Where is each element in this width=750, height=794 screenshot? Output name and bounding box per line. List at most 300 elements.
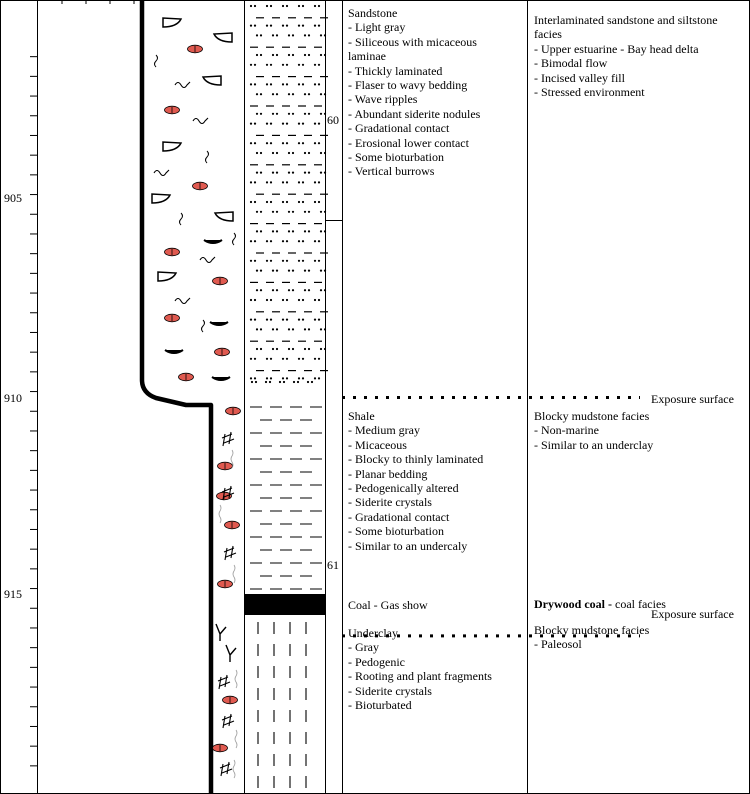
sand-dot xyxy=(250,201,252,203)
sand-dot xyxy=(318,123,320,125)
shale-description xyxy=(348,409,483,553)
sand-dot xyxy=(302,83,304,85)
sand-dot xyxy=(320,152,322,154)
sand-dot xyxy=(286,64,288,66)
sand-dot xyxy=(304,172,306,174)
sand-dot xyxy=(272,289,274,291)
lith-line: - Rooting and plant fragments xyxy=(348,669,492,684)
coal-facies-name: Drywood coal - xyxy=(534,597,612,611)
sand-dot xyxy=(270,299,272,301)
sand-dot xyxy=(254,25,256,27)
sand-dot xyxy=(308,172,310,174)
lith-line: - Pedogenically altered xyxy=(348,481,459,496)
sand-dot xyxy=(308,270,310,272)
sand-dot xyxy=(254,260,256,262)
sand-dot xyxy=(272,211,274,213)
sand-dot xyxy=(250,142,252,144)
sand-dot xyxy=(288,93,290,95)
sand-dot xyxy=(254,240,256,242)
lith-line: - Wave ripples xyxy=(348,92,418,107)
facies-line: - Incised valley fill xyxy=(534,70,625,85)
sand-dot xyxy=(297,381,299,383)
sand-dot xyxy=(260,328,262,330)
sand-dot xyxy=(272,328,274,330)
sand-dot xyxy=(256,328,258,330)
sand-dot xyxy=(286,83,288,85)
facies-line: Blocky mudstone facies xyxy=(534,623,650,637)
sand-dot xyxy=(293,381,295,383)
sand-dot xyxy=(265,381,267,383)
sand-dot xyxy=(256,54,258,56)
lith-line: - Similar to an undercaly xyxy=(348,538,468,553)
sand-dot xyxy=(324,348,326,350)
sand-dot xyxy=(292,172,294,174)
sand-dot xyxy=(270,181,272,183)
flaser-lens-icon xyxy=(212,377,230,380)
lith-line: - Micaceous xyxy=(348,437,407,452)
sand-dot xyxy=(324,152,326,154)
flaser-lens-icon xyxy=(165,350,183,353)
sand-dot xyxy=(308,152,310,154)
sand-dot xyxy=(298,240,300,242)
sand-dot xyxy=(282,240,284,242)
sand-dot xyxy=(292,348,294,350)
sand-dot xyxy=(276,211,278,213)
sand-dot xyxy=(292,270,294,272)
bioturbation-icon xyxy=(175,82,190,88)
sand-dot xyxy=(308,34,310,36)
sand-dot xyxy=(270,5,272,7)
sand-dot xyxy=(314,83,316,85)
rooting-icon xyxy=(216,624,226,641)
sand-dot xyxy=(320,211,322,213)
sand-dot xyxy=(318,377,320,379)
sand-dot xyxy=(282,25,284,27)
sand-dot xyxy=(260,113,262,115)
sand-dot xyxy=(302,25,304,27)
sand-dot xyxy=(260,93,262,95)
sand-dot xyxy=(260,289,262,291)
sand-dot xyxy=(324,289,326,291)
sand-dot xyxy=(298,260,300,262)
sand-dot xyxy=(314,319,316,321)
exposure-surface-label: Exposure surface xyxy=(651,607,734,621)
wave-ripple-icon xyxy=(152,194,170,203)
sand-dot xyxy=(308,113,310,115)
lith-line: laminae xyxy=(348,49,386,64)
sand-dot xyxy=(256,270,258,272)
sand-dot xyxy=(276,172,278,174)
sand-dot xyxy=(302,319,304,321)
sand-dot xyxy=(272,54,274,56)
sand-dot xyxy=(288,113,290,115)
sand-dot xyxy=(304,93,306,95)
lith-line: - Gradational contact xyxy=(348,121,450,136)
sand-dot xyxy=(270,377,272,379)
sand-dot xyxy=(298,358,300,360)
root-trace-icon xyxy=(233,565,235,583)
lithology-patterns xyxy=(245,5,329,788)
sand-dot xyxy=(266,181,268,183)
sand-dot xyxy=(282,299,284,301)
wave-ripple-icon xyxy=(163,18,181,27)
sand-dot xyxy=(260,34,262,36)
sand-dot xyxy=(320,93,322,95)
sand-dot xyxy=(318,201,320,203)
sand-dot xyxy=(270,319,272,321)
sand-dot xyxy=(292,113,294,115)
sand-dot xyxy=(298,201,300,203)
sand-dot xyxy=(256,93,258,95)
facies-line: - Non-marine xyxy=(534,423,599,438)
sand-dot xyxy=(266,5,268,7)
burrow-icon xyxy=(155,55,158,67)
sand-dot xyxy=(324,230,326,232)
sand-dot xyxy=(318,260,320,262)
sand-dot xyxy=(302,358,304,360)
wave-ripple-icon xyxy=(163,142,181,151)
sand-dot xyxy=(276,113,278,115)
sand-dot xyxy=(256,211,258,213)
sand-dot xyxy=(270,83,272,85)
sand-dot xyxy=(318,5,320,7)
root-trace-icon xyxy=(233,760,235,778)
sand-dot xyxy=(320,54,322,56)
sand-dot xyxy=(272,348,274,350)
sand-dot xyxy=(272,172,274,174)
sand-dot xyxy=(308,230,310,232)
sand-dot xyxy=(288,172,290,174)
sand-dot xyxy=(298,5,300,7)
sand-dot xyxy=(272,152,274,154)
sand-dot xyxy=(304,34,306,36)
sand-dot xyxy=(256,113,258,115)
sand-dot xyxy=(308,211,310,213)
sand-dot xyxy=(254,142,256,144)
sand-dot xyxy=(314,181,316,183)
sand-dot xyxy=(308,348,310,350)
lith-line: - Pedogenic xyxy=(348,654,405,669)
sand-dot xyxy=(272,230,274,232)
sand-dot xyxy=(324,54,326,56)
sand-dot xyxy=(260,172,262,174)
sand-dot xyxy=(302,201,304,203)
sand-dot xyxy=(308,328,310,330)
sand-dot xyxy=(304,289,306,291)
burrow-icon xyxy=(180,213,183,225)
sand-dot xyxy=(298,83,300,85)
root-trace-icon xyxy=(235,670,237,688)
sand-dot xyxy=(298,25,300,27)
coal-facies-rest: coal facies xyxy=(612,597,666,611)
grain-size-curve xyxy=(142,0,211,794)
sand-dot xyxy=(276,152,278,154)
sand-dot xyxy=(314,64,316,66)
depth-label-910: 910 xyxy=(4,391,22,405)
rooting-icon xyxy=(226,645,236,662)
sand-dot xyxy=(272,113,274,115)
sand-dot xyxy=(272,93,274,95)
wave-ripple-icon xyxy=(158,272,176,281)
lith-line: - Erosional lower contact xyxy=(348,135,469,150)
sand-dot xyxy=(286,142,288,144)
siderite-crystal-icon xyxy=(220,762,232,776)
sand-dot xyxy=(254,83,256,85)
wave-ripple-icon xyxy=(214,33,232,42)
sand-dot xyxy=(314,377,316,379)
sand-dot xyxy=(266,25,268,27)
sand-dot xyxy=(254,181,256,183)
sand-dot xyxy=(282,142,284,144)
sand-dot xyxy=(292,230,294,232)
sand-dot xyxy=(286,319,288,321)
sand-dot xyxy=(288,348,290,350)
sand-dot xyxy=(314,260,316,262)
sand-dot xyxy=(282,260,284,262)
lith-line: - Siderite crystals xyxy=(348,683,432,698)
sand-dot xyxy=(292,328,294,330)
sand-dot xyxy=(260,152,262,154)
siderite-crystal-icon xyxy=(224,546,236,560)
flaser-lens-icon xyxy=(210,322,228,325)
sand-dot xyxy=(266,377,268,379)
sand-dot xyxy=(302,142,304,144)
lith-line: - Abundant siderite nodules xyxy=(348,106,481,121)
sand-dot xyxy=(286,25,288,27)
sand-dot xyxy=(256,230,258,232)
lith-line: - Flaser to wavy bedding xyxy=(348,78,468,93)
sand-dot xyxy=(304,211,306,213)
sand-dot xyxy=(314,123,316,125)
sand-dot xyxy=(314,201,316,203)
sand-dot xyxy=(286,123,288,125)
sand-dot xyxy=(269,381,271,383)
sand-dot xyxy=(276,34,278,36)
coal-facies-description xyxy=(534,597,666,611)
sand-dot xyxy=(266,319,268,321)
facies-line: Blocky mudstone facies xyxy=(534,409,650,423)
sand-dot xyxy=(286,358,288,360)
sand-dot xyxy=(254,201,256,203)
sand-dot xyxy=(250,319,252,321)
lith-line: - Some bioturbation xyxy=(348,150,444,165)
sand-dot xyxy=(254,319,256,321)
siderite-crystal-icon xyxy=(222,432,234,446)
sand-dot xyxy=(266,299,268,301)
sand-dot xyxy=(276,230,278,232)
sand-dot xyxy=(270,64,272,66)
sand-dot xyxy=(266,64,268,66)
sand-dot xyxy=(320,328,322,330)
siderite-crystal-icon xyxy=(222,714,234,728)
lith-line: Shale xyxy=(348,409,375,423)
sand-dot xyxy=(304,54,306,56)
sand-dot xyxy=(324,270,326,272)
sand-dot xyxy=(318,25,320,27)
sand-dot xyxy=(320,270,322,272)
sand-dot xyxy=(292,211,294,213)
sand-dot xyxy=(282,83,284,85)
sand-dot xyxy=(304,113,306,115)
sand-dot xyxy=(324,93,326,95)
sand-dot xyxy=(302,299,304,301)
sandstone-description xyxy=(348,6,480,179)
sand-dot xyxy=(260,270,262,272)
burrow-icon xyxy=(202,320,205,332)
sand-dot xyxy=(256,348,258,350)
sand-dot xyxy=(314,25,316,27)
root-trace-icon xyxy=(235,730,237,748)
sand-dot xyxy=(256,172,258,174)
coal-description: Coal - Gas show xyxy=(348,598,428,612)
sand-dot xyxy=(260,230,262,232)
sand-dot xyxy=(272,270,274,272)
sand-dot xyxy=(292,152,294,154)
lith-line: - Gray xyxy=(348,640,379,655)
sand-dot xyxy=(251,381,253,383)
sand-dot xyxy=(276,289,278,291)
sand-dot xyxy=(270,240,272,242)
facies-line: Interlaminated sandstone and siltstone xyxy=(534,13,718,27)
sand-dot xyxy=(254,64,256,66)
wave-ripple-icon xyxy=(215,212,233,221)
sand-dot xyxy=(286,377,288,379)
sand-dot xyxy=(270,260,272,262)
sand-dot xyxy=(270,123,272,125)
sand-dot xyxy=(279,381,281,383)
sand-dot xyxy=(298,181,300,183)
sand-dot xyxy=(318,358,320,360)
sand-dot xyxy=(270,358,272,360)
sand-dot xyxy=(320,113,322,115)
sand-dot xyxy=(288,270,290,272)
lith-line: - Vertical burrows xyxy=(348,164,435,179)
sand-dot xyxy=(250,64,252,66)
sand-dot xyxy=(314,240,316,242)
sand-dot xyxy=(250,5,252,7)
sand-dot xyxy=(304,230,306,232)
sand-dot xyxy=(298,299,300,301)
sand-dot xyxy=(320,230,322,232)
sand-dot xyxy=(318,319,320,321)
sand-dot xyxy=(276,93,278,95)
sand-dot xyxy=(266,201,268,203)
sand-dot xyxy=(276,348,278,350)
lith-line: Underclay xyxy=(348,626,398,640)
sand-dot xyxy=(260,211,262,213)
facies-line: facies xyxy=(534,27,562,42)
sand-dot xyxy=(250,299,252,301)
shale-facies-description xyxy=(534,409,653,452)
wave-ripple-icon xyxy=(203,76,221,85)
sand-dot xyxy=(250,260,252,262)
sand-dot xyxy=(250,240,252,242)
sand-dot xyxy=(250,25,252,27)
sand-dot xyxy=(276,328,278,330)
sand-dot xyxy=(250,377,252,379)
sand-dot xyxy=(254,358,256,360)
sand-dot xyxy=(282,358,284,360)
sand-dot xyxy=(260,54,262,56)
sand-dot xyxy=(254,5,256,7)
sand-dot xyxy=(308,289,310,291)
sand-dot xyxy=(314,5,316,7)
facies-line: - Stressed environment xyxy=(534,85,645,100)
burrow-icon xyxy=(233,233,236,245)
sand-dot xyxy=(314,142,316,144)
facies-line: - Similar to an underclay xyxy=(534,437,654,452)
bioturbation-icon xyxy=(193,118,208,124)
sand-dot xyxy=(250,181,252,183)
sand-dot xyxy=(266,142,268,144)
sand-dot xyxy=(282,377,284,379)
lith-line: - Siderite crystals xyxy=(348,495,432,510)
sand-dot xyxy=(282,319,284,321)
sand-dot xyxy=(286,201,288,203)
sand-dot xyxy=(286,5,288,7)
lith-line: - Thickly laminated xyxy=(348,63,443,78)
sand-dot xyxy=(286,260,288,262)
bioturbation-icon xyxy=(175,298,190,304)
sand-dot xyxy=(324,211,326,213)
siderite-crystal-icon xyxy=(218,675,230,689)
sand-dot xyxy=(254,123,256,125)
sample-number-60: 60 xyxy=(327,113,339,127)
lith-line: - Light gray xyxy=(348,20,406,35)
sand-dot xyxy=(283,381,285,383)
sand-dot xyxy=(276,54,278,56)
sand-dot xyxy=(250,123,252,125)
sand-dot xyxy=(292,54,294,56)
sand-dot xyxy=(292,34,294,36)
sand-dot xyxy=(304,152,306,154)
sand-dot xyxy=(302,64,304,66)
bioturbation-icon xyxy=(200,257,215,263)
sand-dot xyxy=(302,123,304,125)
sand-dot xyxy=(324,328,326,330)
sand-dot xyxy=(302,260,304,262)
sand-dot xyxy=(311,381,313,383)
sand-dot xyxy=(288,54,290,56)
sand-dot xyxy=(266,358,268,360)
facies-line: - Paleosol xyxy=(534,637,582,652)
sand-dot xyxy=(266,83,268,85)
root-trace-icon xyxy=(219,505,221,523)
sand-dot xyxy=(318,83,320,85)
sand-dot xyxy=(304,328,306,330)
sand-dot xyxy=(292,93,294,95)
sand-dot xyxy=(288,230,290,232)
sand-dot xyxy=(288,152,290,154)
sand-dot xyxy=(256,152,258,154)
sand-dot xyxy=(318,299,320,301)
underclay-facies-description xyxy=(534,623,649,652)
sand-dot xyxy=(286,240,288,242)
sand-dot xyxy=(260,348,262,350)
sand-dot xyxy=(282,64,284,66)
sand-dot xyxy=(320,34,322,36)
sand-dot xyxy=(304,348,306,350)
sand-dot xyxy=(276,270,278,272)
burrow-icon xyxy=(206,151,209,163)
sand-dot xyxy=(308,93,310,95)
lith-line: - Medium gray xyxy=(348,423,420,438)
sand-dot xyxy=(324,172,326,174)
lith-line: - Bioturbated xyxy=(348,698,412,713)
sand-dot xyxy=(298,123,300,125)
sand-dot xyxy=(307,381,309,383)
sand-dot xyxy=(302,5,304,7)
